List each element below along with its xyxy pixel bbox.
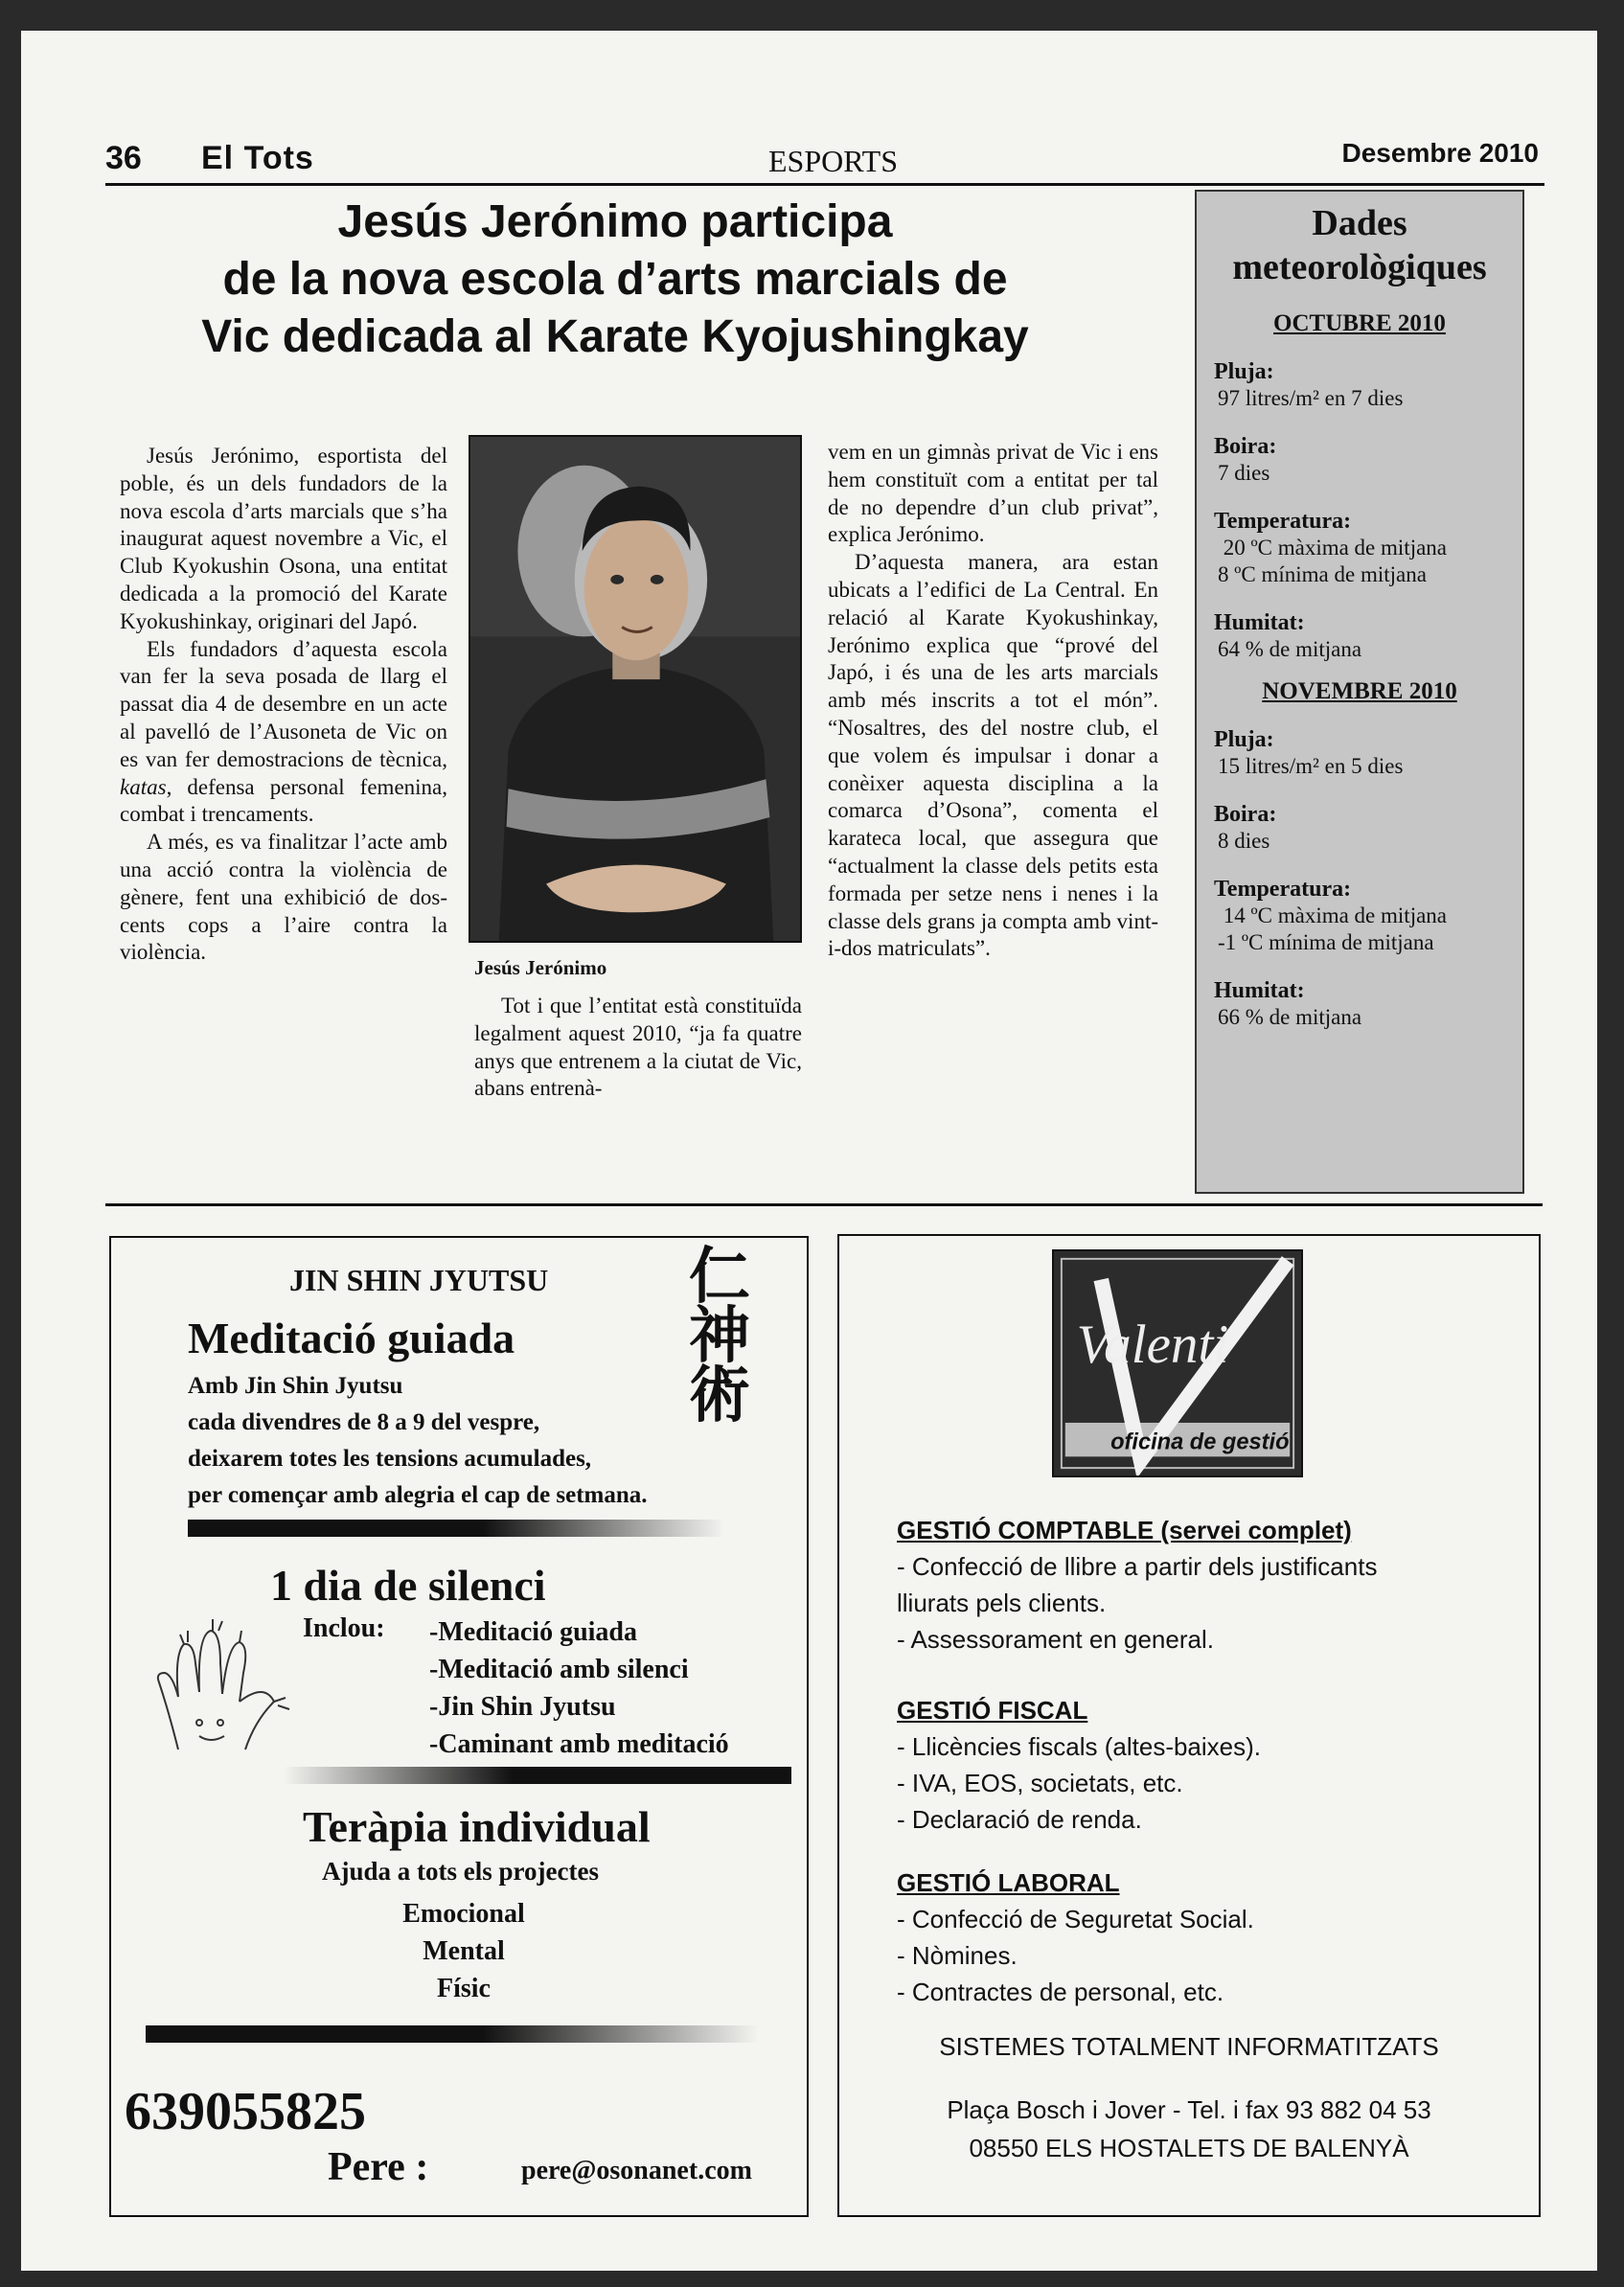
footer-tagline: SISTEMES TOTALMENT INFORMATITZATS [939,2032,1439,2061]
article-paragraph: Jesús Jerónimo, esportista del poble, és un dels fundadors de la nova escola d’arts marcials que s’ha inaugurat aquest novembre a Vic, el Club Kyokushin Osona, una entitat dedicada a la promoció del Karate Kyokushinkay, originari del Japó. [120,444,447,633]
page-header [105,109,1544,186]
article-column-2 [474,993,802,1103]
article-paragraph: A més, es va finalitzar l’acte amb una acció contra la violència de gènere, fent una exhibició de dos-cents cops a l’aire contra la violència. [120,830,447,965]
weather-title: Dades meteorològiques [1232,203,1487,287]
weather-item-humidity: Humitat: 66 % de mitjana [1214,978,1362,1029]
list-item: Físic [437,1974,491,2003]
newspaper-page [21,31,1597,2271]
jin-shin-jyutsu-ad [109,1236,809,2217]
section-divider [105,1203,1543,1206]
section-lines-fiscal: - Llicències fiscals (altes-baixes). - IVA, EOS, societats, etc. - Declaració de renda. [897,1732,1262,1834]
page-number: 36 [105,140,142,176]
contact-name: Pere : [328,2145,429,2189]
therapy-subtitle: Ajuda a tots els projectes [322,1857,599,1886]
meditation-description: Amb Jin Shin Jyutsu cada divendres de 8 a 9 del vespre, deixarem totes les tensions acumulades, per començar amb alegria el cap de setmana. [188,1373,648,1508]
section-lines-laboral: - Confecció de Seguretat Social. - Nòmines. - Contractes de personal, etc. [897,1905,1254,2006]
therapy-title: Teràpia individual [303,1802,651,1851]
gradient-bar [188,1520,724,1537]
issue-date: Desembre 2010 [1341,138,1539,168]
photo-caption: Jesús Jerónimo [474,956,607,979]
includes-list [429,1613,729,1763]
weather-item-rain: Pluja: 15 litres/m² en 5 dies [1214,727,1404,778]
article-paragraph: vem en un gimnàs privat de Vic i ens hem constituït com a entitat per tal de no dependre d’un club privat”, explica Jerónimo. [828,440,1158,547]
list-item: Emocional [402,1899,525,1929]
weather-month-october [1197,310,1522,663]
weather-item-fog: Boira: 8 dies [1214,802,1277,853]
valenti-ad [837,1234,1541,2217]
footer-address: Plaça Bosch i Jover - Tel. i fax 93 882 04 53 08550 ELS HOSTALETS DE BALENYÀ [947,2095,1431,2162]
list-item: -Caminant amb meditació [429,1729,729,1759]
weather-item-temperature: Temperatura: 20 ºC màxima de mitjana 8 ºC mínima de mitjana [1214,509,1447,586]
article-paragraph: D’aquesta manera, ara estan ubicats a l’edifici de La Central. En relació al Karate Kyokushinkay, Jerónimo explica que “prové del Japó, i és una de les arts marcials amb més inscrits a tot el món”. “Nosaltres, des del nostre club, el que volem és impulsar i donar a conèixer aquesta disciplina a la comarca d’Osona”, comenta el karateca local, que assegura que “actualment la classe dels petits esta formada per setze nens i nenes i la classe dels grans ja compta amb vint-i-dos matriculats”. [828,550,1158,961]
article-column-3 [828,439,1158,963]
article-paragraph: Els fundadors d’aquesta escola van fer la seva posada de llarg el passat dia 4 de desembre en un acte al pavelló de l’Ausoneta de Vic on es van fer demostracions de tècnica, katas, defensa personal femenina, combat i trencaments. [120,636,447,827]
kanji-calligraphy: 仁 神 術 [689,1243,750,1429]
hand-drawing-icon [140,1606,312,1759]
weather-month-november [1197,678,1522,1031]
silence-day-title: 1 dia de silenci [270,1561,546,1610]
svg-text:oficina de gestió: oficina de gestió [1110,1429,1290,1455]
weather-item-fog: Boira: 7 dies [1214,434,1277,485]
phone-number[interactable]: 639055825 [125,2082,366,2141]
list-item: -Meditació guiada [429,1617,637,1647]
section-title-comptable: GESTIÓ COMPTABLE (servei complet) [897,1516,1352,1544]
headline-line: de la nova escola d’arts marcials de [222,254,1008,305]
valenti-logo [1052,1249,1303,1477]
gradient-bar [146,2025,759,2043]
article-column-1 [120,443,447,967]
weather-month-title: NOVEMBRE 2010 [1262,678,1457,704]
ad-title: JIN SHIN JYUTSU [289,1263,549,1297]
email-address[interactable]: pere@osonanet.com [521,2156,752,2185]
portrait-photo [469,435,802,943]
weather-item-rain: Pluja: 97 litres/m² en 7 dies [1214,359,1404,410]
weather-item-temperature: Temperatura: 14 ºC màxima de mitjana -1 ºC mínima de mitjana [1214,877,1447,954]
headline-line: Vic dedicada al Karate Kyojushingkay [201,311,1029,362]
weather-item-humidity: Humitat: 64 % de mitjana [1214,610,1362,661]
article-headline [126,194,1104,366]
list-item: -Jin Shin Jyutsu [429,1692,616,1722]
gradient-bar [284,1767,791,1784]
publication-name: El Tots [201,140,314,176]
svg-text:Valenti: Valenti [1076,1315,1229,1376]
article-paragraph: Tot i que l’entitat està constituïda legalment aquest 2010, “ja fa quatre anys que entrenem a la ciutat de Vic, abans entrenà- [474,994,802,1101]
section-lines-comptable: - Confecció de llibre a partir dels justificants lliurats pels clients. - Assessorament en general. [897,1552,1378,1654]
weather-box [1195,190,1524,1194]
section-title-laboral: GESTIÓ LABORAL [897,1868,1120,1897]
weather-month-title: OCTUBRE 2010 [1273,310,1446,336]
list-item: Mental [423,1936,505,1966]
list-item: -Meditació amb silenci [429,1655,689,1684]
headline-line: Jesús Jerónimo participa [337,196,893,247]
meditation-title: Meditació guiada [188,1314,515,1362]
includes-label: Inclou: [303,1613,385,1643]
section-name: ESPORTS [768,144,899,178]
therapy-list [111,1895,807,2007]
section-title-fiscal: GESTIÓ FISCAL [897,1696,1088,1725]
